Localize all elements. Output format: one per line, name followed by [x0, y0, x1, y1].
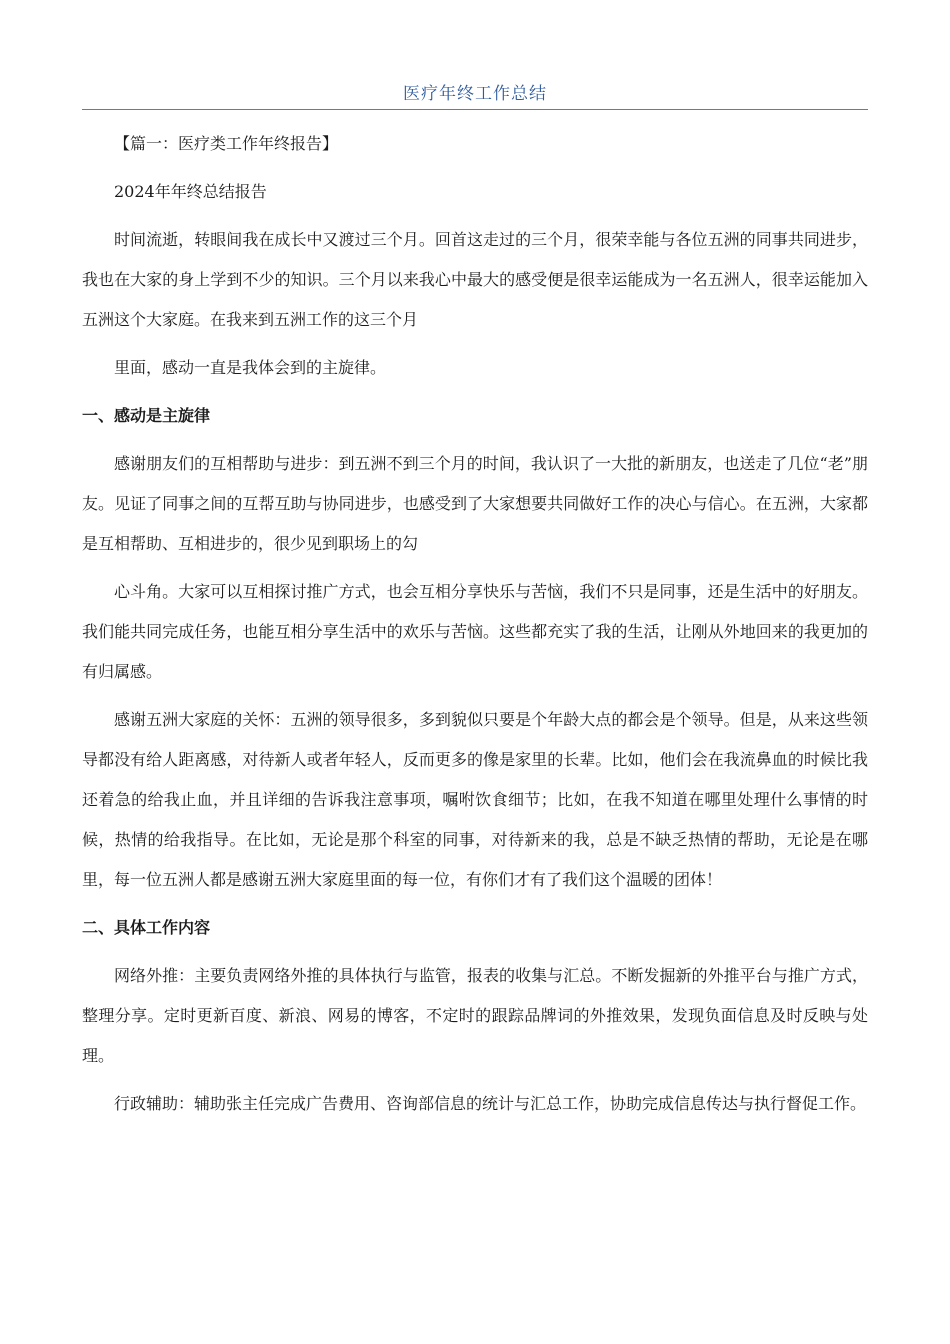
document-page [82, 0, 868, 1344]
intro-paragraph-2: 里面，感动一直是我体会到的主旋律。 [114, 358, 387, 377]
header-title: 医疗年终工作总结 [403, 84, 547, 104]
intro-paragraph-1: 时间流逝，转眼间我在成长中又渡过三个月。回首这走过的三个月，很荣幸能与各位五洲的同事共同进步，我也在大家的身上学到不少的知识。三个月以来我心中最大的感受便是很幸运能成为一名五洲人，很幸运能加入五洲这个大家庭。在我来到五洲工作的这三个月 [82, 230, 868, 329]
section-1-paragraph-1: 感谢朋友们的互相帮助与进步：到五洲不到三个月的时间，我认识了一大批的新朋友，也送走了几位“老”朋友。见证了同事之间的互帮互助与协同进步，也感受到了大家想要共同做好工作的决心与信心。在五洲，大家都是互相帮助、互相进步的，很少见到职场上的勾 [82, 454, 868, 553]
document-body [82, 124, 868, 1132]
page-header [82, 80, 868, 110]
section-2-paragraph-1: 网络外推：主要负责网络外推的具体执行与监管，报表的收集与汇总。不断发掘新的外推平台与推广方式，整理分享。定时更新百度、新浪、网易的博客，不定时的跟踪品牌词的外推效果，发现负面信息及时反映与处理。 [82, 966, 868, 1065]
section-2-paragraph-2: 行政辅助：辅助张主任完成广告费用、咨询部信息的统计与汇总工作，协助完成信息传达与执行督促工作。 [114, 1094, 867, 1113]
chapter-label: 【篇一：医疗类工作年终报告】 [114, 134, 339, 153]
section-1-paragraph-2: 心斗角。大家可以互相探讨推广方式，也会互相分享快乐与苦恼，我们不只是同事，还是生活中的好朋友。我们能共同完成任务，也能互相分享生活中的欢乐与苦恼。这些都充实了我的生活，让刚从外地回来的我更加的有归属感。 [82, 582, 868, 681]
section-2-heading: 二、具体工作内容 [82, 918, 211, 937]
section-1-heading: 一、感动是主旋律 [82, 406, 211, 425]
report-title: 2024年年终总结报告 [114, 182, 267, 201]
section-1-paragraph-3: 感谢五洲大家庭的关怀：五洲的领导很多，多到貌似只要是个年龄大点的都会是个领导。但是，从来这些领导都没有给人距离感，对待新人或者年轻人，反而更多的像是家里的长辈。比如，他们会在我流鼻血的时候比我还着急的给我止血，并且详细的告诉我注意事项，嘱咐饮食细节；比如，在我不知道在哪里处理什么事情的时候，热情的给我指导。在比如，无论是那个科室的同事，对待新来的我，总是不缺乏热情的帮助，无论是在哪里，每一位五洲人都是感谢五洲大家庭里面的每一位，有你们才有了我们这个温暖的团体！ [82, 710, 868, 889]
